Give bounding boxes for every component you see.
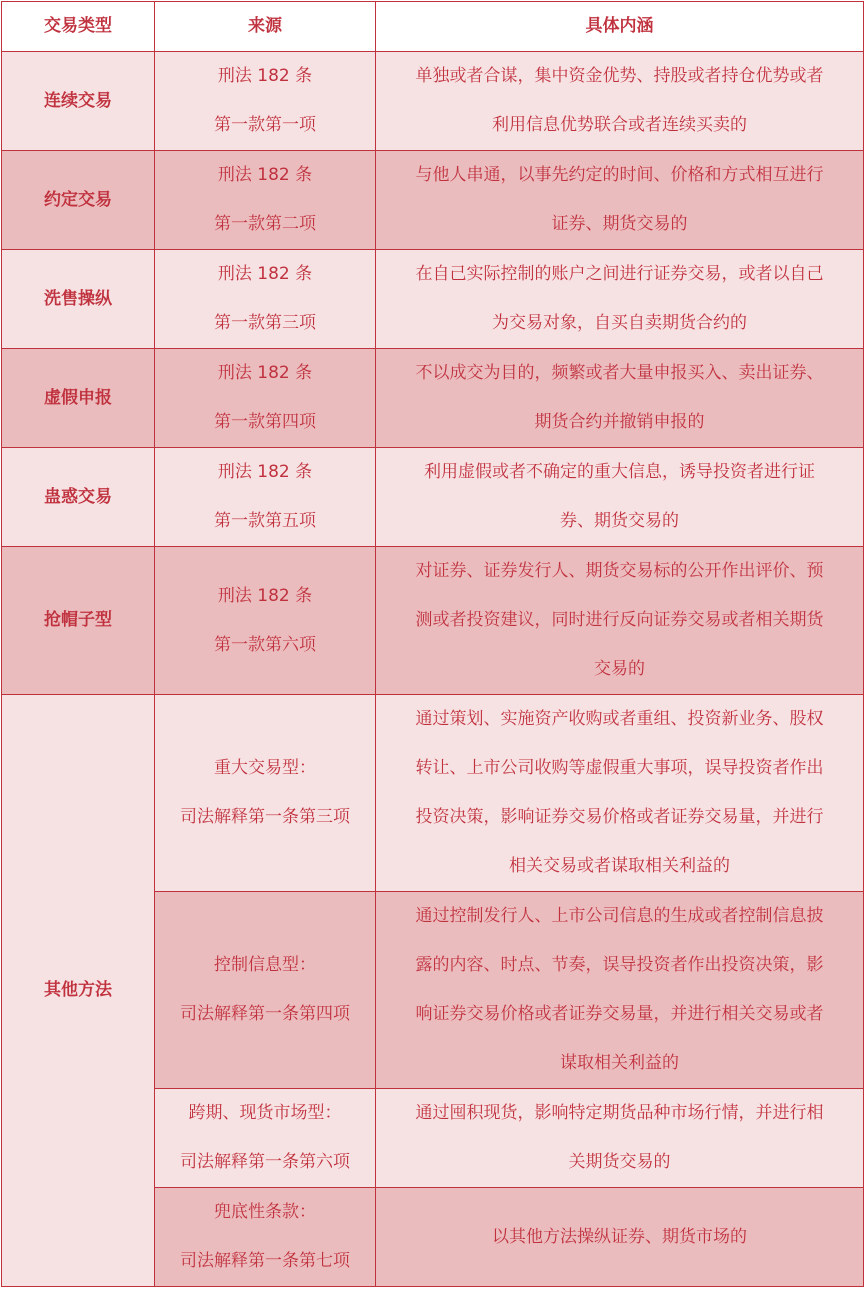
row-content: 不以成交为目的，频繁或者大量申报买入、卖出证券、 期货合约并撤销申报的	[376, 349, 864, 448]
row-source: 跨期、现货市场型： 司法解释第一条第六项	[155, 1089, 376, 1188]
table-row	[2, 151, 864, 250]
row-content: 对证券、证券发行人、期货交易标的公开作出评价、预 测或者投资建议，同时进行反向证券交易或者相关期货 交易的	[376, 547, 864, 695]
row-content: 与他人串通，以事先约定的时间、价格和方式相互进行 证券、期货交易的	[376, 151, 864, 250]
row-content: 通过策划、实施资产收购或者重组、投资新业务、股权 转让、上市公司收购等虚假重大事项，误导投资者作出 投资决策，影响证券交易价格或者证券交易量，并进行 相关交易或者谋取相关利益的	[376, 695, 864, 892]
row-content: 单独或者合谋，集中资金优势、持股或者持仓优势或者 利用信息优势联合或者连续买卖的	[376, 52, 864, 151]
header-type: 交易类型	[2, 2, 155, 52]
header-row	[2, 2, 864, 52]
row-source: 刑法 182 条 第一款第四项	[155, 349, 376, 448]
row-type: 虚假申报	[2, 349, 155, 448]
row-source: 刑法 182 条 第一款第六项	[155, 547, 376, 695]
row-source: 刑法 182 条 第一款第一项	[155, 52, 376, 151]
row-content: 通过控制发行人、上市公司信息的生成或者控制信息披 露的内容、时点、节奏，误导投资者作出投资决策，影 响证券交易价格或者证券交易量，并进行相关交易或者 谋取相关利益的	[376, 892, 864, 1089]
table-row	[2, 52, 864, 151]
row-content: 通过囤积现货，影响特定期货品种市场行情，并进行相 关期货交易的	[376, 1089, 864, 1188]
row-source: 控制信息型： 司法解释第一条第四项	[155, 892, 376, 1089]
table-row	[2, 349, 864, 448]
row-source: 重大交易型： 司法解释第一条第三项	[155, 695, 376, 892]
row-source: 兜底性条款： 司法解释第一条第七项	[155, 1188, 376, 1287]
row-type: 蛊惑交易	[2, 448, 155, 547]
row-content: 在自己实际控制的账户之间进行证券交易，或者以自己 为交易对象，自买自卖期货合约的	[376, 250, 864, 349]
table-row	[2, 695, 864, 892]
table-row	[2, 250, 864, 349]
row-content: 以其他方法操纵证券、期货市场的	[376, 1188, 864, 1287]
row-type: 洗售操纵	[2, 250, 155, 349]
row-type: 连续交易	[2, 52, 155, 151]
row-source: 刑法 182 条 第一款第五项	[155, 448, 376, 547]
row-source: 刑法 182 条 第一款第二项	[155, 151, 376, 250]
header-content: 具体内涵	[376, 2, 864, 52]
table-row	[2, 547, 864, 695]
row-type: 抢帽子型	[2, 547, 155, 695]
manipulation-types-table	[1, 1, 864, 1287]
row-source: 刑法 182 条 第一款第三项	[155, 250, 376, 349]
row-type: 约定交易	[2, 151, 155, 250]
row-content: 利用虚假或者不确定的重大信息，诱导投资者进行证 券、期货交易的	[376, 448, 864, 547]
table-row	[2, 448, 864, 547]
row-type: 其他方法	[2, 695, 155, 1287]
header-source: 来源	[155, 2, 376, 52]
